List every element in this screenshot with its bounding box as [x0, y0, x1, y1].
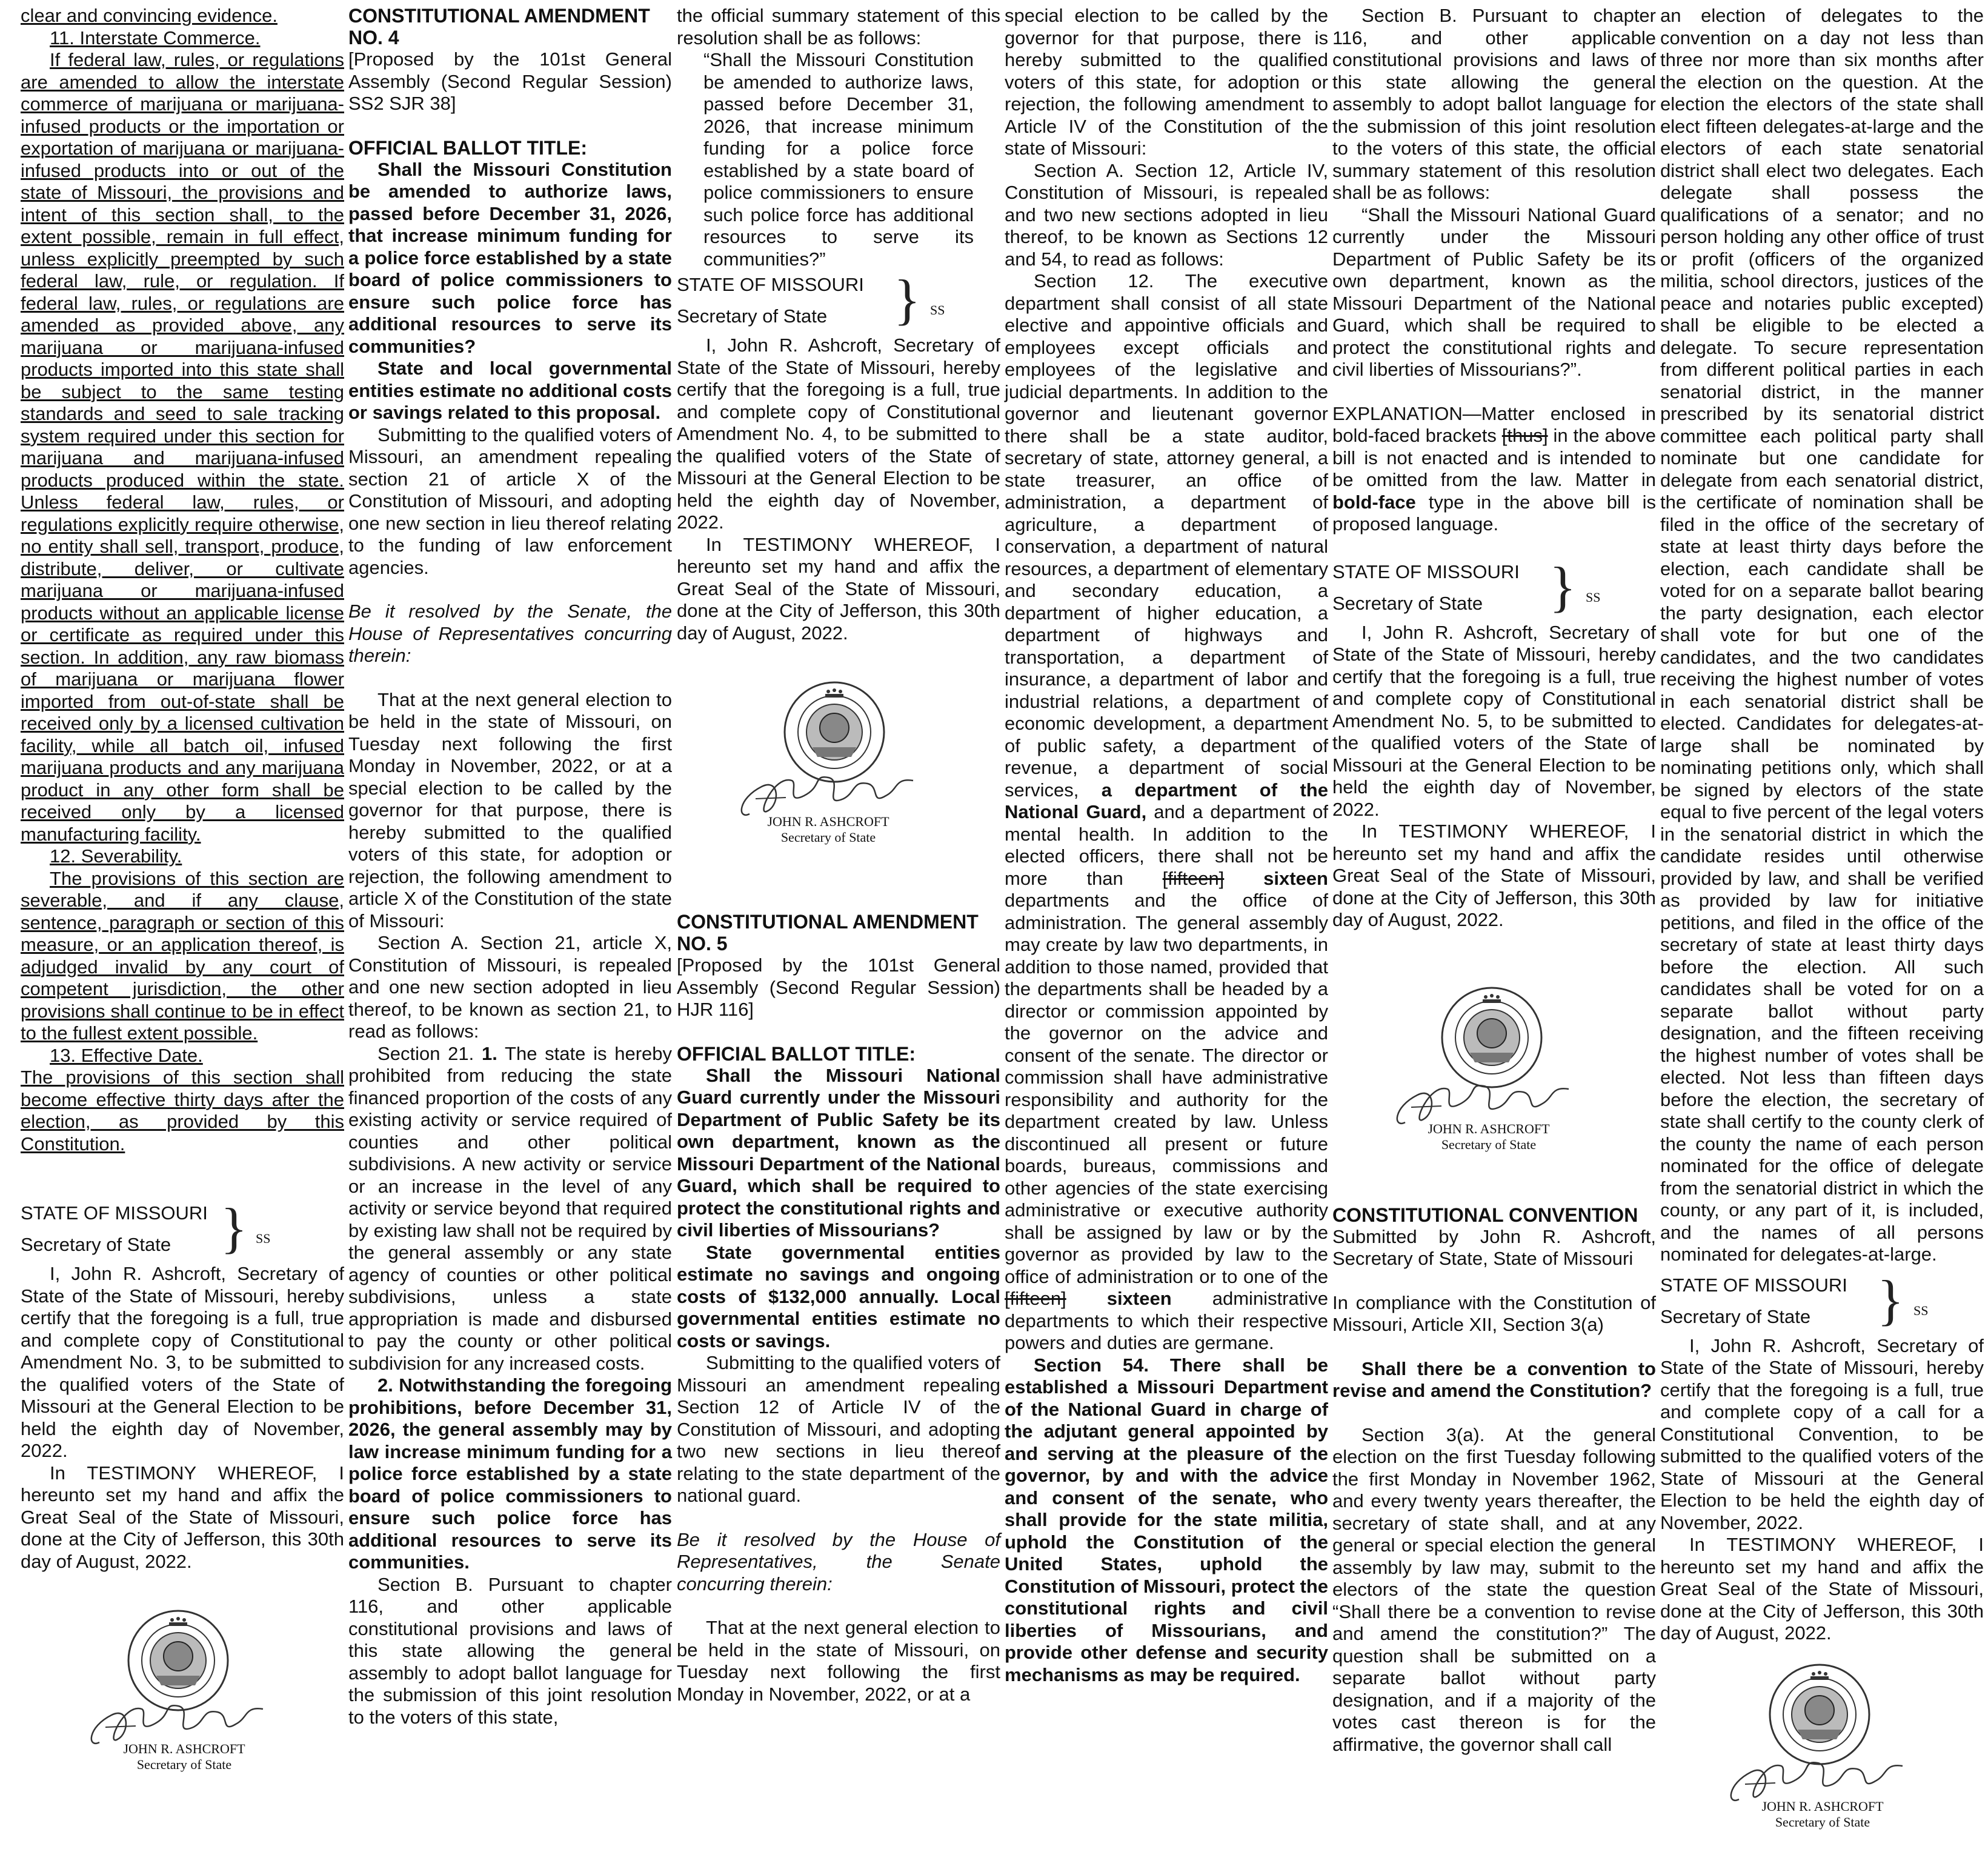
- signer-name: JOHN R. ASHCROFT: [1761, 1798, 1884, 1814]
- certification: I, John R. Ashcroft, Secretary of State of the State of Missouri, hereby certify that the foregoing is a full, true and complete copy of a call for a Constitutional Convention, to be submitted to the qualified voters of the State of Missouri at the General Election to be held the eighth day of November, 2022.: [1660, 1334, 1984, 1533]
- signer-name: JOHN R. ASHCROFT: [1428, 1121, 1550, 1136]
- ss-label: SS: [930, 302, 945, 318]
- convention-subtitle: Submitted by John R. Ashcroft, Secretary of State, State of Missouri: [1332, 1225, 1656, 1269]
- certification: I, John R. Ashcroft, Secretary of State of the State of Missouri, hereby certify that the foregoing is a full, true and complete copy of Constitutional Amendment No. 5, to be submitted to the qualified voters of the State of Missouri at the General Election to be held the eighth day of November, 2022.: [1332, 621, 1656, 820]
- summary-quote: “Shall the Missouri National Guard currently under the Missouri Department of Public Safety be its own department, known as the Missouri Department of the National Guard, which shall be required to protect the constitutional rights and civil liberties of Missourians?”.: [1332, 204, 1656, 380]
- paragraph: The provisions of this section shall become effective thirty days after the election, as provided by this Constitution.: [21, 1067, 344, 1154]
- secretary-label: Secretary of State: [1332, 592, 1483, 614]
- section-heading: 13. Effective Date.: [50, 1044, 203, 1066]
- brace: }: [894, 268, 921, 330]
- convention-title: CONSTITUTIONAL CONVENTION: [1332, 1204, 1638, 1226]
- paragraph: clear and convincing evidence.: [21, 5, 278, 26]
- paragraph: Section B. Pursuant to chapter 116, and other applicable constitutional provisions and laws of this state allowing the general assembly to adopt ballot language for the submission of this joint resolution to the voters of this state, the official summary statement of this resolution shall be as follows:: [1332, 5, 1656, 203]
- section-heading: 12. Severability.: [50, 845, 182, 867]
- signer-title: Secretary of State: [136, 1757, 232, 1772]
- testimony: In TESTIMONY WHEREOF, I hereunto set my hand and affix the Great Seal of the State of Missouri, done at the City of Jefferson, this 30th day of August, 2022.: [21, 1462, 344, 1572]
- section-heading: 11. Interstate Commerce.: [50, 27, 261, 48]
- signer-title: Secretary of State: [1441, 1136, 1537, 1152]
- convention-question: Shall there be a convention to revise and amend the Constitution?: [1332, 1358, 1656, 1401]
- column-2: [348, 5, 672, 1728]
- certification: I, John R. Ashcroft, Secretary of State of the State of Missouri, hereby certify that the foregoing is a full, true and complete copy of Constitutional Amendment No. 3, to be submitted to the qualified voters of the State of Missouri at the General Election to be held the eighth day of November, 2022.: [21, 1263, 344, 1461]
- column-4: [1005, 5, 1328, 1686]
- paragraph: special election to be called by the governor for that purpose, there is hereby submitted to the qualified voters of this state, for adoption or rejection, the following amendment to Article IV of the Constitution of the state of Missouri:: [1005, 5, 1328, 159]
- brace: }: [221, 1197, 248, 1259]
- testimony: In TESTIMONY WHEREOF, I hereunto set my hand and affix the Great Seal of the State of Missouri, done at the City of Jefferson, this 30th day of August, 2022.: [1660, 1534, 1984, 1644]
- paragraph: That at the next general election to be held in the state of Missouri, on Tuesday next following the first Monday in November, 2022, or at a: [677, 1617, 1000, 1705]
- brace: }: [1877, 1268, 1904, 1331]
- proposed-note: [Proposed by the 101st General Assembly (Second Regular Session) HJR 116]: [677, 954, 1000, 1020]
- paragraph: the official summary statement of this resolution shall be as follows:: [677, 5, 1000, 48]
- state-label: STATE OF MISSOURI: [677, 274, 864, 295]
- paragraph: an election of delegates to the convention on a day not less than three nor more than six months after the election on the question. At the election the electors of the state shall elect fifteen delegates-at-large and the electors of each state senatorial district shall elect two delegates. Each delegate shall possess the qualifications of a senator; and no person holding any other office of trust or profit (officers of the organized militia, school directors, justices of the peace and notaries public excepted) shall be eligible to be elected a delegate. To secure representation from different political parties in each senatorial district, in the manner prescribed by its senatorial district committee each political party shall nominate but one candidate for delegate from each senatorial district, the certificate of nomination shall be filed in the office of the secretary of state at least thirty days before the election, each candidate shall be voted for on a separate ballot bearing the party designation, each elector shall vote for but one of the candidates, and the two candidates receiving the highest number of votes in each senatorial district shall be elected. Candidates for delegates-at-large shall be nominated by nominating petitions only, which shall be signed by electors of the state equal to five percent of the legal voters in the senatorial district in which the candidate resides until otherwise provided by law, and shall be verified as provided by law for initiative petitions, and filed in the office of the secretary of state at least thirty days before the election. All such candidates shall be voted for on a separate ballot without party designation, and the fifteen receiving the highest number of votes shall be elected. Not less than fifteen days before the election, the secretary of state shall certify to the county clerk of the county the name of each person nominated for the office of delegate from the senatorial district in which the county, or any part of it, is included, and the names of all persons nominated for delegates-at-large.: [1660, 5, 1984, 1265]
- signer-title: Secretary of State: [1775, 1814, 1870, 1830]
- summary-quote: “Shall the Missouri Constitution be amended to authorize laws, passed before December 31, 2026, that increase minimum funding for a police force established by a state board of police commissioners to ensure such police force has additional resources to serve its communities?”: [703, 49, 974, 270]
- signer-title: Secretary of State: [780, 830, 876, 845]
- amendment-title: CONSTITUTIONAL AMENDMENT NO. 4: [348, 5, 650, 48]
- fiscal-note: State governmental entities estimate no savings and ongoing costs of $132,000 annually. Local governmental entities estimate no costs or savings.: [677, 1241, 1000, 1351]
- seal-signature: [677, 656, 1000, 911]
- secretary-label: Secretary of State: [1660, 1305, 1811, 1327]
- paragraph: Submitting to the qualified voters of Missouri, an amendment repealing section 21 of article X of the Constitution of Missouri, and adopting one new section in lieu thereof relating to the funding of law enforcement agencies.: [348, 424, 672, 578]
- paragraph: If federal law, rules, or regulations are amended to allow the interstate commerce of marijuana or marijuana-infused products or the importation or exportation of marijuana or marijuana-infused products into or out of the state of Missouri, the provisions and intent of this section shall, to the extent possible, remain in full effect, unless explicitly preempted by such federal law, rule, or regulation. If federal law, rules, or regulations are amended as provided above, any marijuana or marijuana-infused products imported into this state shall be subject to the same testing standards and seed to sale tracking system required under this section for marijuana and marijuana-infused products produced within the state. Unless federal law, rules, or regulations explicitly require otherwise, no entity shall sell, transport, produce, distribute, deliver, or cultivate marijuana or marijuana-infused products without an applicable license or certificate as required under this section. In addition, any raw biomass of marijuana or marijuana flower imported from out-of-state shall be received only by a licensed cultivation facility, while all batch oil, infused marijuana products and any marijuana product in any other form shall be received only by a licensed manufacturing facility.: [21, 49, 344, 845]
- paragraph: Section 3(a). At the general election on the first Tuesday following the first Monday in November 1962, and every twenty years thereafter, the secretary of state shall, and at any general or special election the general assembly by law may, submit to the electors of the state the question “Shall there be a convention to revise and amend the constitution?” The question shall be submitted on a separate ballot without party designation, and if a majority of the votes cast thereon is for the affirmative, the governor shall call: [1332, 1424, 1656, 1755]
- column-1: [21, 5, 344, 1797]
- resolution-clause: Be it resolved by the House of Representatives, the Senate concurring therein:: [677, 1528, 1000, 1594]
- state-block: [677, 268, 1000, 330]
- ss-label: SS: [256, 1231, 271, 1246]
- column-6: [1660, 5, 1984, 1869]
- seal-signature: [1332, 944, 1656, 1204]
- column-5: [1332, 5, 1656, 1756]
- paragraph: Section A. Section 12, Article IV, Constitution of Missouri, is repealed and two new sections adopted in lieu thereof, to be known as Sections 12 and 54, to read as follows:: [1005, 159, 1328, 270]
- paragraph: In compliance with the Constitution of Missouri, Article XII, Section 3(a): [1332, 1291, 1656, 1335]
- paragraph: That at the next general election to be held in the state of Missouri, on Tuesday next following the first Monday in November, 2022, or at a special election to be called by the governor for that purpose, there is hereby submitted to the qualified voters of this state, for adoption or rejection, the following amendment to article X of the Constitution of the state of Missouri:: [348, 688, 672, 931]
- certification: I, John R. Ashcroft, Secretary of State of the State of Missouri, hereby certify that the foregoing is a full, true and complete copy of Constitutional Amendment No. 4, to be submitted to the qualified voters of the State of Missouri at the General Election to be held the eighth day of November, 2022.: [677, 335, 1000, 533]
- paragraph: 2. Notwithstanding the foregoing prohibitions, before December 31, 2026, the general assembly may by law increase minimum funding for a police force established by a state board of police commissioners to ensure such police force has additional resources to serve its communities.: [348, 1374, 672, 1573]
- explanation: EXPLANATION—Matter enclosed in bold-faced brackets [thus] in the above bill is not enacted and is intended to be omitted from the law. Matter in bold-face type in the above bill is proposed language.: [1332, 402, 1656, 535]
- brace: }: [1549, 555, 1577, 618]
- paragraph: Section A. Section 21, article X, Constitution of Missouri, is repealed and one new section adopted in lieu thereof, to be known as section 21, to read as follows:: [348, 932, 672, 1042]
- amendment-title: CONSTITUTIONAL AMENDMENT NO. 5: [677, 911, 979, 954]
- ss-label: SS: [1913, 1302, 1929, 1318]
- state-block: [1660, 1268, 1984, 1331]
- seal-signature: [21, 1585, 344, 1797]
- ballot-title-heading: OFFICIAL BALLOT TITLE:: [677, 1042, 916, 1065]
- ss-label: SS: [1586, 589, 1601, 605]
- state-label: STATE OF MISSOURI: [21, 1202, 208, 1224]
- ballot-question: Shall the Missouri National Guard currently under the Missouri Department of Public Safety be its own department, known as the Missouri Department of the National Guard, which shall be required to protect the constitutional rights and civil liberties of Missourians?: [677, 1064, 1000, 1241]
- ballot-question: Shall the Missouri Constitution be amended to authorize laws, passed before December 31, 2026, that increase minimum funding for a police force established by a state board of police commissioners to ensure such police force has additional resources to serve its communities?: [348, 158, 672, 357]
- state-block: [1332, 555, 1656, 618]
- paragraph: Section 12. The executive department shall consist of all state elective and appointive officials and employees except officials and employees of the legislative and judicial departments. In addition to the governor and lieutenant governor there shall be a state auditor, secretary of state, attorney general, a state treasurer, an office of administration, a department of agriculture, a department of conservation, a department of natural resources, a department of elementary and secondary education, a department of higher education, a department of highways and transportation, a department of insurance, a department of labor and industrial relations, a department of economic development, a department of public safety, a department of revenue, a department of social services, a department of the National Guard, and a department of mental health. In addition to the elected officers, there shall not be more than [fifteen] sixteen departments and the office of administration. The general assembly may create by law two departments, in addition to those named, provided that the departments shall be headed by a director or commission appointed by the governor on the advice and consent of the senate. The director or commission shall have administrative responsibility and authority for the department created by law. Unless discontinued all present or future boards, bureaus, commissions and other agencies of the state exercising administrative or executive authority shall be assigned by law or by the governor as provided by law to the office of administration or to one of the [fifteen] sixteen administrative departments to which their respective powers and duties are germane.: [1005, 270, 1328, 1353]
- paragraph: Section 54. There shall be established a Missouri Department of the National Guard in charge of the adjutant general appointed by and serving at the pleasure of the governor, by and with the advice and consent of the senate, who shall provide for the state militia, uphold the Constitution of the United States, uphold the Constitution of Missouri, protect the constitutional rights and civil liberties of Missourians, and provide other defense and security mechanisms as may be required.: [1005, 1354, 1328, 1685]
- paragraph: The provisions of this section are severable, and if any clause, sentence, paragraph or section of this measure, or an application thereof, is adjudged invalid by any court of competent jurisdiction, the other provisions shall continue to be in effect to the fullest extent possible.: [21, 867, 344, 1044]
- ballot-title-heading: OFFICIAL BALLOT TITLE:: [348, 136, 588, 159]
- signer-name: JOHN R. ASHCROFT: [123, 1741, 245, 1756]
- seal-signature: [1660, 1657, 1984, 1869]
- signer-name: JOHN R. ASHCROFT: [767, 814, 889, 829]
- paragraph: Section 21. 1. The state is hereby prohibited from reducing the state financed proportion of the costs of any existing activity or service required of counties and other political subdivisions. A new activity or service or an increase in the level of any activity or service beyond that required by existing law shall not be required by the general assembly or any state agency of counties or other political subdivisions, unless a state appropriation is made and disbursed to pay the county or other political subdivision for any increased costs.: [348, 1042, 672, 1374]
- proposed-note: [Proposed by the 101st General Assembly (Second Regular Session) SS2 SJR 38]: [348, 48, 672, 114]
- state-block: [21, 1197, 344, 1259]
- secretary-label: Secretary of State: [21, 1234, 171, 1255]
- paragraph: Section B. Pursuant to chapter 116, and other applicable constitutional provisions and laws of this state allowing the general assembly to adopt ballot language for the submission of this joint resolution to the voters of this state,: [348, 1573, 672, 1728]
- testimony: In TESTIMONY WHEREOF, I hereunto set my hand and affix the Great Seal of the State of Missouri, done at the City of Jefferson, this 30th day of August, 2022.: [677, 533, 1000, 644]
- column-3: [677, 5, 1000, 1705]
- state-label: STATE OF MISSOURI: [1332, 561, 1520, 582]
- paragraph: Submitting to the qualified voters of Missouri an amendment repealing Section 12 of Article IV of the Constitution of Missouri, and adopting two new sections in lieu thereof relating to the state department of the national guard.: [677, 1352, 1000, 1506]
- fiscal-note: State and local governmental entities estimate no additional costs or savings related to this proposal.: [348, 358, 673, 423]
- secretary-label: Secretary of State: [677, 305, 828, 327]
- testimony: In TESTIMONY WHEREOF, I hereunto set my hand and affix the Great Seal of the State of Missouri, done at the City of Jefferson, this 30th day of August, 2022.: [1332, 821, 1656, 930]
- resolution-clause: Be it resolved by the Senate, the House of Representatives concurring therein:: [348, 601, 672, 666]
- state-label: STATE OF MISSOURI: [1660, 1274, 1847, 1296]
